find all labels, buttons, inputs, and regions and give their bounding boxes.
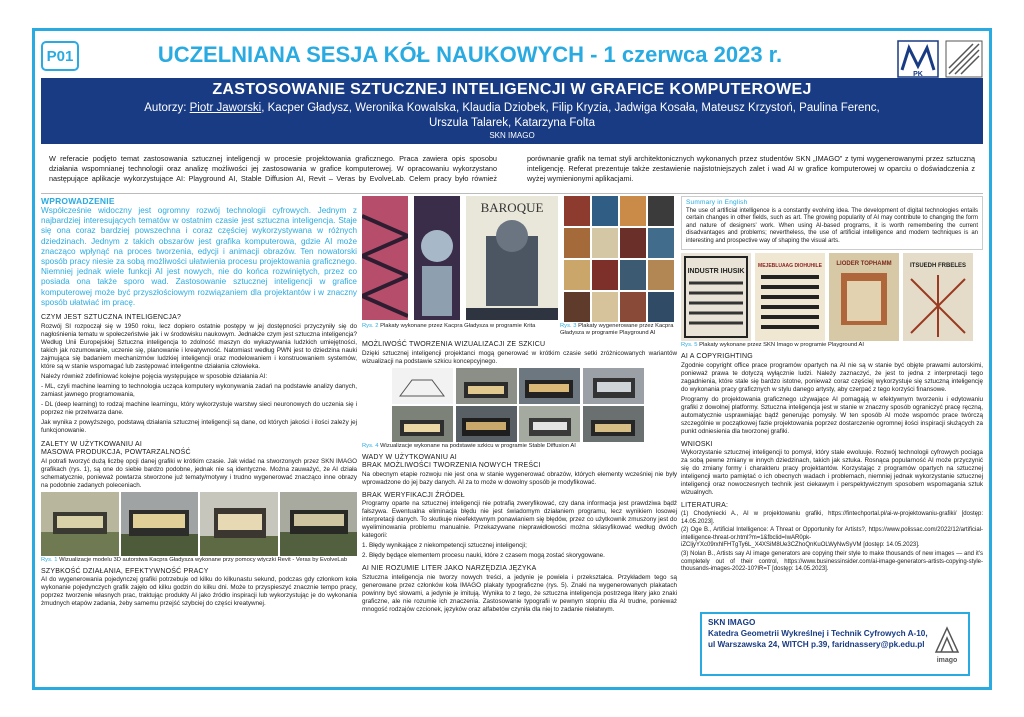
typography-poster [755, 253, 825, 341]
poster-thumb [592, 196, 618, 226]
letters-text: Sztuczna inteligencja nie tworzy nowych treści, a jedynie je powiela i przekształca. Przykładem tego są generowane przez członków koła IMAGO plakaty typograficzne (rys. 5). Znaki na wygenerowanych plakatach powinny być słowami, a jedynie je imitują. Wynika to z tego, że sztuczna inteligencja postrzega litery jako znaki graficzne, ale nie rozumie ich znaczenia. Zastosowanie typografii w pewnym stopniu dla AI trudne, ponieważ mnogość rodzajów czcionek, języków oraz alfabetów czyniła dla niej to zadanie niełatwym. [362, 573, 677, 613]
poster-thumb [564, 196, 590, 226]
poster-title: ZASTOSOWANIE SZTUCZNEJ INTELIGENCJI W GRAFICE KOMPUTEROWEJ [212, 81, 812, 98]
render-image [519, 406, 580, 442]
ml-definition: - ML, czyli machine learning to technologia ucząca komputery wykonywania zadań na podstawie analizy danych, zamiast jawnego programowania, [41, 382, 357, 398]
figure-4-caption [362, 443, 677, 450]
visualization-image [41, 492, 119, 556]
verification-item-2: 2. Błędy będące elementem procesu nauki, które z czasem mogą zostać skorygowane. [362, 552, 605, 559]
contact-address: ul Warszawska 24, WITCH p.39, faridnassery@pk.edu.pl [708, 640, 925, 649]
figure-5-number: Rys. 5 [681, 342, 698, 349]
column-left [41, 196, 357, 686]
contact-department: Katedra Geometrii Wykreślnej i Technik Cyfrowych A-10, [708, 629, 928, 638]
first-author: Piotr Jaworski [189, 102, 262, 114]
poster-word: ITSUEDH FRBELES [909, 263, 967, 270]
mass-production-text: AI potrafi tworzyć dużą liczbę opcji danej grafiki w krótkim czasie. Jak widać na stworzonych przez SKN IMAGO grafikach (rys. 1), są one do siebie bardzo podobne, jednak nie są identyczne. Można zauważyć, że AI działa schematycznie, ponieważ powtarza stworzone już tematy/motywy i trudno wygenerować znacząco inne obrazy na podobnie zadanych poleceniach. [41, 457, 357, 489]
figure-2-caption-text: Plakaty wykonane przez Kacpra Gładysza w programie Krita [380, 323, 536, 329]
poster-code: P01 [41, 41, 79, 71]
figure-2-number: Rys. 2 [362, 323, 379, 329]
poster-thumb [648, 228, 674, 258]
figure-1-caption-text: Wizualizacje modelu 3D autorstwa Kacpra Gładysza wykonane przy pomocy wtyczki Revit - Veras by EvolveLab [59, 556, 348, 563]
render-image [519, 368, 580, 404]
disadvantages-heading: WADY W UŻYTKOWANIU AI [362, 453, 457, 461]
poster-thumb [648, 260, 674, 290]
conclusions-text: Wykorzystanie sztucznej inteligencji to pomysł, który stale ewoluuje. Rozwój technologii cyfrowych pociąga za sobą pewne zmiany w innych dziedzinach, takich jak sztuka. Rosnąca popularność AI może przyczynić się do zmiany formy i charakteru pracy projektantów. Korzystając z programów opartych na sztucznej inteligencji warto pamiętać o ich obecnych wadach i problemach, niemniej jednak wykorzystanie sztucznej inteligencji oraz nowoczesnych technik jest ciekawym i perspektywicznym sposobem wspomagania sztuk wizualnych. [681, 449, 983, 497]
sketch-text: Dzięki sztucznej inteligencji projektanci mogą generować w krótkim czasie setki zróżnicowanych wariantów wizualizacji na podstawie szkicu koncepcyjnego. [362, 349, 677, 365]
poster-word: LIODER TOPHAMM [836, 261, 892, 268]
baroque-text: BAROQUE [480, 200, 544, 215]
column-middle [362, 196, 677, 686]
typography-poster [681, 253, 751, 341]
summary-text: The use of artificial intelligence is a constantly evolving idea. The development of digital technologies entails certain changes in other fields, such as art. The growing popularity of AI may contribute to changing the form and nature of designers' work. When using AI-based programs, it is worth remembering the current disadvantages and problems; nevertheless, the use of artificial intelligence and modern techniques is an interesting and prospective way of shaping the visual arts. [686, 207, 978, 244]
poster-word: MEJEBLUAAG DIOHUHILE [758, 263, 822, 270]
render-image [583, 368, 644, 404]
render-image [392, 406, 453, 442]
poster-thumb [648, 292, 674, 322]
poster-thumb [592, 292, 618, 322]
group-name: SKN IMAGO [489, 131, 535, 140]
title-banner [41, 78, 983, 144]
poster-word: INDUSTR IHUSIK [687, 268, 745, 276]
what-is-ai-text-2: Należy również zdefiniować kolejne pojęcia występujące w sposobie działania AI: [41, 372, 268, 380]
figure-2-caption [362, 323, 552, 337]
literature-heading: LITERATURA: [681, 502, 729, 510]
poster-thumb [620, 260, 646, 290]
generated-posters [564, 196, 674, 322]
poster-thumb [648, 196, 674, 226]
copyright-heading: AI A COPYRIGHTING [681, 353, 753, 361]
figure-5-caption [681, 342, 983, 349]
what-is-ai-text-3: Jak wynika z powyższego, podstawą działania sztucznej inteligencji są dane, od których jakości i ilości zależy jej funkcjonowanie. [41, 418, 357, 434]
verification-heading: BRAK WERYFIKACJI ŹRÓDEŁ [362, 491, 465, 499]
what-is-ai-text: Rozwój SI rozpoczął się w 1950 roku, lecz dopiero ostatnie postępy w jej dostępności przyczyniły się do nagłośnienia tematu w społeczeństwie jak i w środowisku naukowym. Jednakże czym jest sztuczna inteligencja? Według Unii Europejskiej Sztuczna inteligencja to zdolność maszyn do wykazywania ludzkich umiejętności, takich jak rozumowanie, uczenie się, planowanie i kreatywność. Natomiast według PWN jest to dziedzina nauki zajmująca się badaniem mechanizmów ludzkiej inteligencji oraz modelowaniem i konstruowaniem systemów, które są w stanie wspomagać lub zastępować inteligentne działania człowieka. [41, 322, 357, 370]
pk-logo-text: PK [913, 71, 923, 78]
intro-heading: WPROWADZENIE [41, 196, 115, 206]
contact-group: SKN IMAGO [708, 618, 756, 627]
poster-thumb [620, 196, 646, 226]
abstract: W referacie podjęto temat zastosowania sztucznej inteligencji w procesie projektowania graficznego. Praca zawiera opis sposobu działania wspomnianej technologii oraz analizę możliwości jej zastosowania w grafice komputerowej. W opracowaniu wykorzystano następujące aplikacje wykorzystujące AI: Playground AI, Stable Diffusion AI, Revit – Veras by EvolveLab. Celem pracy było również porównanie grafik na temat styli architektonicznych wykonanych przez studentów SKN „IMAGO” z tymi wygenerowanymi przez sztuczną inteligencję. Referat prezentuje także zestawienie najistotniejszych zalet i wad AI w grafice komputerowej w oparciu o doświadczenia z wyżej wymienionymi aplikacjami. [49, 154, 975, 183]
visualization-image [121, 492, 199, 556]
poster-thumb [564, 260, 590, 290]
summary-box [681, 196, 983, 250]
advantages-heading: ZALETY W UŻYTKOWANIU AI [41, 440, 143, 448]
baroque-poster [466, 196, 558, 320]
literature-item: (2) Oge B., Artificial Intelligence: A Threat or Opportunity for Artists?, https://www.polissac.com/2022/12/artificial-intelligence-threat-or.html?m=1&fbclid=IwAR0pk-iZCljyYXc09rxhlFHTgTy6L_X4XSiM8Ue3CZhoQnKuOLWyNwSyVM [dostęp: 14.05.2023]. [681, 527, 983, 549]
render-image [456, 368, 517, 404]
figure-3-caption [560, 323, 675, 337]
figure-3-number: Rys. 3 [560, 323, 577, 329]
poster-thumb [592, 260, 618, 290]
poster-thumb [564, 228, 590, 258]
poster-image [362, 196, 408, 320]
dl-definition: - DL (deep learning) to rodzaj machine learningu, który wykorzystuje warstwy sieci neuronowych do uczenia się i poprzez nie przetwarza dane. [41, 400, 357, 416]
literature [681, 502, 983, 573]
figure-3-caption-text: Plakaty wygenerowane przez Kacpra Gładysza w programie Playground AI [560, 323, 674, 336]
intro-text: Współcześnie widoczny jest ogromny rozwój technologii cyfrowych. Jednym z najbardziej interesujących tematów w ostatnim czasie jest sztuczna inteligencja. Staje się ona coraz bardziej powszechna i coraz częściej wykorzystywana w różnych dziedzinach. Jednym z takich obszarów jest grafika komputerowa, gdzie AI może znacząco wpłynąć na proces tworzenia, edycji i animacji obrazów. Ten nowatorski sposób pracy niesie za sobą możliwości ułatwienia procesu projektowania graficznego. Niemniej jednak wiele funkcji AI jest nowych, nie do końca rozwiniętych, przez co posiada ona także sporo wad. Zastosowanie sztucznej inteligencji w grafice komputerowej może być przyszłościowym rozwiązaniem dla projektantów i w znaczny sposób ułatwiać im pracę. [41, 206, 357, 307]
no-new-content-heading: BRAK MOŻLIWOŚCI TWORZENIA NOWYCH TREŚCI [362, 462, 541, 469]
visualization-image [200, 492, 278, 556]
speed-text: AI do wygenerowania pojedynczej grafiki potrzebuje od kilku do kilkunastu sekund, podczas gdy członkom koła wykonanie pojedynczych grafik zajęło od kilku godzin do kilku dni. Może to przyspieszyć znacznie tempo pracy, poprzez tworzenie własnych prac, traktując produkty AI jako źródło inspiracji lub wykorzystując je do wykonania żmudnych etapów zadania, żeby samemu przejść szybciej do części kreatywnej. [41, 576, 357, 608]
literature-item: (1) Chodyniecki A., AI w projektowaniu grafiki, https://fintechportal.pl/ai-w-projektowaniu-grafiki/ [dostęp: 14.05.2023]. [681, 510, 983, 525]
figure-2-3-captions [362, 322, 677, 341]
render-image [456, 406, 517, 442]
sketch-image [392, 368, 453, 404]
sketch-heading: MOŻLIWOŚĆ TWORZENIA WIZUALIZACJI ZE SZKICU [362, 341, 546, 348]
imago-logo-text: imago [936, 657, 958, 664]
mass-production-heading: MASOWA PRODUKCJA, POWTARZALNOŚĆ [41, 449, 191, 457]
session-title: UCZELNIANA SESJA KÓŁ NAUKOWYCH - 1 czerwca 2023 r. [157, 42, 783, 67]
contact-box [700, 612, 970, 676]
figure-4-caption-text: Wizualizacje wykonane na podstawie szkicu w programie Stable Diffusion AI [380, 442, 576, 449]
summary-heading: Summary in English [686, 199, 748, 206]
university-crest-icon [897, 40, 939, 78]
figure-5-images [681, 253, 983, 341]
poster-image [414, 196, 460, 320]
literature-item: (3) Nolan B., Artists say AI image generators are copying their style to make thousands of new images — and it's completely out of their control, https://www.businessinsider.com/ai-image-generators-artists-copying-style-thousands-images-2022-10?IR=T [dostęp: 14.05.2023]. [681, 550, 983, 573]
imago-logo-icon [932, 624, 962, 664]
figure-5-caption-text: Plakaty wykonane przez SKN Imago w programie Playground AI [699, 342, 865, 349]
faculty-logo-icon [945, 40, 983, 78]
speed-heading: SZYBKOŚĆ DZIAŁANIA, EFEKTYWNOŚĆ PRACY [41, 567, 209, 575]
typography-poster [903, 253, 973, 341]
figure-1-caption [41, 557, 357, 564]
visualization-image [280, 492, 358, 556]
authors [41, 101, 983, 131]
no-new-content-text: Na obecnym etapie rozwoju nie jest ona w stanie wygenerować obrazów, których elementy wcześniej nie były wprowadzone do jej bazy danych. AI za to może w dowolny sposób je modyfikować. [362, 470, 677, 486]
copyright-text: Zgodnie copyright office prace programów opartych na AI nie są w stanie być objęte prawami autorskimi, ponieważ prawa te dotyczą wyłącznie ludzi. Należy zaznaczyć, że jest to jedna z interpretacji tego zagadnienia, które stale się bardzo istotne, ponieważ coraz częściej wykorzystuje się sztuczną inteligencję do wykonania pracy graficznych w stylu danego artysty, aby czerpać z tego korzyści finansowe. [681, 361, 983, 393]
poster-thumb [620, 292, 646, 322]
figure-4-images [392, 368, 644, 442]
poster-thumb [592, 228, 618, 258]
conclusions-heading: WNIOSKI [681, 440, 713, 448]
poster-thumb [564, 292, 590, 322]
copyright-text-2: Programy do projektowania graficznego używające AI pomagają w efektywnym tworzeniu i edytowaniu grafiki z dowolnej platformy. Sztuczna inteligencja jest w stanie w znaczny sposób ograniczyć pracę ręczną, automatycznie usprawniając bądź generując pomysły. W ten sposób AI może wspomóc prace twórczą szczególnie w początkowej fazie projektowania poprzez dostarczenie ogromnej ilości inspiracji służących za punkt odniesienia dla tworzonej grafiki. [681, 395, 983, 435]
figures-2-3 [362, 196, 677, 322]
authors-list: , Kacper Gładysz, Weronika Kowalska, Klaudia Dziobek, Filip Kryzia, Jadwiga Kosała, Mateusz Krzystoń, Paulina Ferenc, [261, 102, 880, 114]
figure-1-number: Rys. 1 [41, 556, 58, 563]
letters-heading: AI NIE ROZUMIE LITER JAKO NARZĘDZIA JĘZYKA [362, 565, 537, 572]
typography-poster [829, 253, 899, 341]
poster-thumb [620, 228, 646, 258]
render-image [583, 406, 644, 442]
verification-text: Programy oparte na sztucznej inteligencji nie potrafią zweryfikować, czy dana informacja jest prawdziwa bądź fałszywa. Ewentualna eliminacja błędu nie jest świadomym działaniem programu, lecz wynikiem losowej interpretacji danych. To skutkuje nieefektywnym ponawianiem się błędów, przez co użytkownik zmuszony jest do wyeliminowania problemu manualnie. Przekazywane nieprawidłowości można sklasyfikować według dwóch kategorii: [362, 500, 677, 539]
figure-1-images [41, 492, 357, 556]
figure-4-number: Rys. 4 [362, 442, 379, 449]
divider [41, 193, 983, 194]
authors-label: Autorzy: [144, 102, 187, 114]
what-is-ai-heading: CZYM JEST SZTUCZNA INTELIGENCJA? [41, 314, 182, 322]
verification-item-1: 1. Błędy wynikające z niekompetencji sztucznej inteligencji; [362, 542, 527, 549]
authors-list-2: Urszula Talarek, Katarzyna Folta [429, 117, 595, 129]
